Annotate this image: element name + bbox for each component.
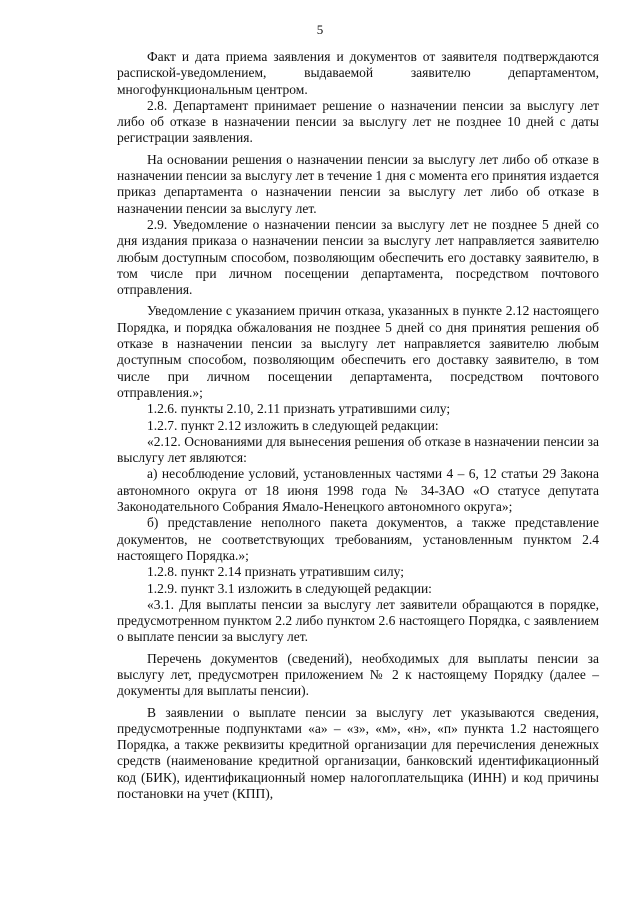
document-body (117, 49, 599, 802)
paragraph: Перечень документов (сведений), необходимых для выплаты пенсии за выслугу лет, предусмотрен приложением № 2 к настоящему Порядку (далее – документы для выплаты пенсии). (117, 650, 599, 699)
paragraph: 2.9. Уведомление о назначении пенсии за выслугу лет не позднее 5 дней со дня издания приказа о назначении пенсии за выслугу лет направляется заявителю любым доступным способом, позволяющим обеспечить его доставку заявителю, в том числе при личном посещении департамента, посредством почтового отправления. (117, 216, 599, 298)
paragraph: б) представление неполного пакета документов, а также представление документов, не соответствующих требованиям, установленным пунктом 2.4 настоящего Порядка.»; (117, 515, 599, 563)
paragraph: В заявлении о выплате пенсии за выслугу лет указываются сведения, предусмотренные подпунктами «а» – «з», «м», «н», «п» пункта 1.2 настоящего Порядка, а также реквизиты кредитной организации для перечисления денежных средств (наименование кредитной организации, банковский идентификационный код (БИК), идентификационный номер налогоплательщика (ИНН) и код причины постановки на учет (КПП), (117, 704, 599, 802)
paragraph: 1.2.7. пункт 2.12 изложить в следующей редакции: (147, 417, 439, 433)
paragraph: 1.2.8. пункт 2.14 признать утратившим силу; (147, 564, 404, 580)
paragraph: На основании решения о назначении пенсии за выслугу лет либо об отказе в назначении пенсии за выслугу лет в течение 1 дня с момента его принятия издается приказ департамента о назначении пенсии за выслугу лет либо об отказе в назначении пенсии за выслугу лет. (117, 151, 599, 216)
paragraph: 2.8. Департамент принимает решение о назначении пенсии за выслугу лет либо об отказе в назначении пенсии за выслугу лет не позднее 10 дней с даты регистрации заявления. (117, 97, 599, 146)
paragraph: 1.2.6. пункты 2.10, 2.11 признать утратившими силу; (147, 401, 451, 417)
paragraph: а) несоблюдение условий, установленных частями 4 – 6, 12 статьи 29 Закона автономного округа от 18 июня 1998 года № 34-ЗАО «О статусе депутата Законодательного Собрания Ямало-Ненецкого автономного округа»; (117, 466, 599, 515)
paragraph: «3.1. Для выплаты пенсии за выслугу лет заявители обращаются в порядке, предусмотренном пунктом 2.2 либо пунктом 2.6 настоящего Порядка, с заявлением о выплате пенсии за выслугу лет. (117, 596, 599, 645)
paragraph: 1.2.9. пункт 3.1 изложить в следующей редакции: (147, 580, 432, 596)
paragraph: Уведомление с указанием причин отказа, указанных в пункте 2.12 настоящего Порядка, и порядка обжалования не позднее 5 дней со дня принятия решения об отказе в назначении пенсии за выслугу лет направляется заявителю любым доступным способом, позволяющим обеспечить его доставку заявителю, в том числе при личном посещении департамента, посредством почтового отправления.»; (117, 303, 599, 400)
page-number: 5 (316, 22, 324, 37)
paragraph: «2.12. Основаниями для вынесения решения об отказе в назначении пенсии за выслугу лет являются: (117, 433, 599, 466)
paragraph: Факт и дата приема заявления и документов от заявителя подтверждаются распиской-уведомлением, выдаваемой заявителю департаментом, многофункциональным центром. (117, 49, 599, 97)
